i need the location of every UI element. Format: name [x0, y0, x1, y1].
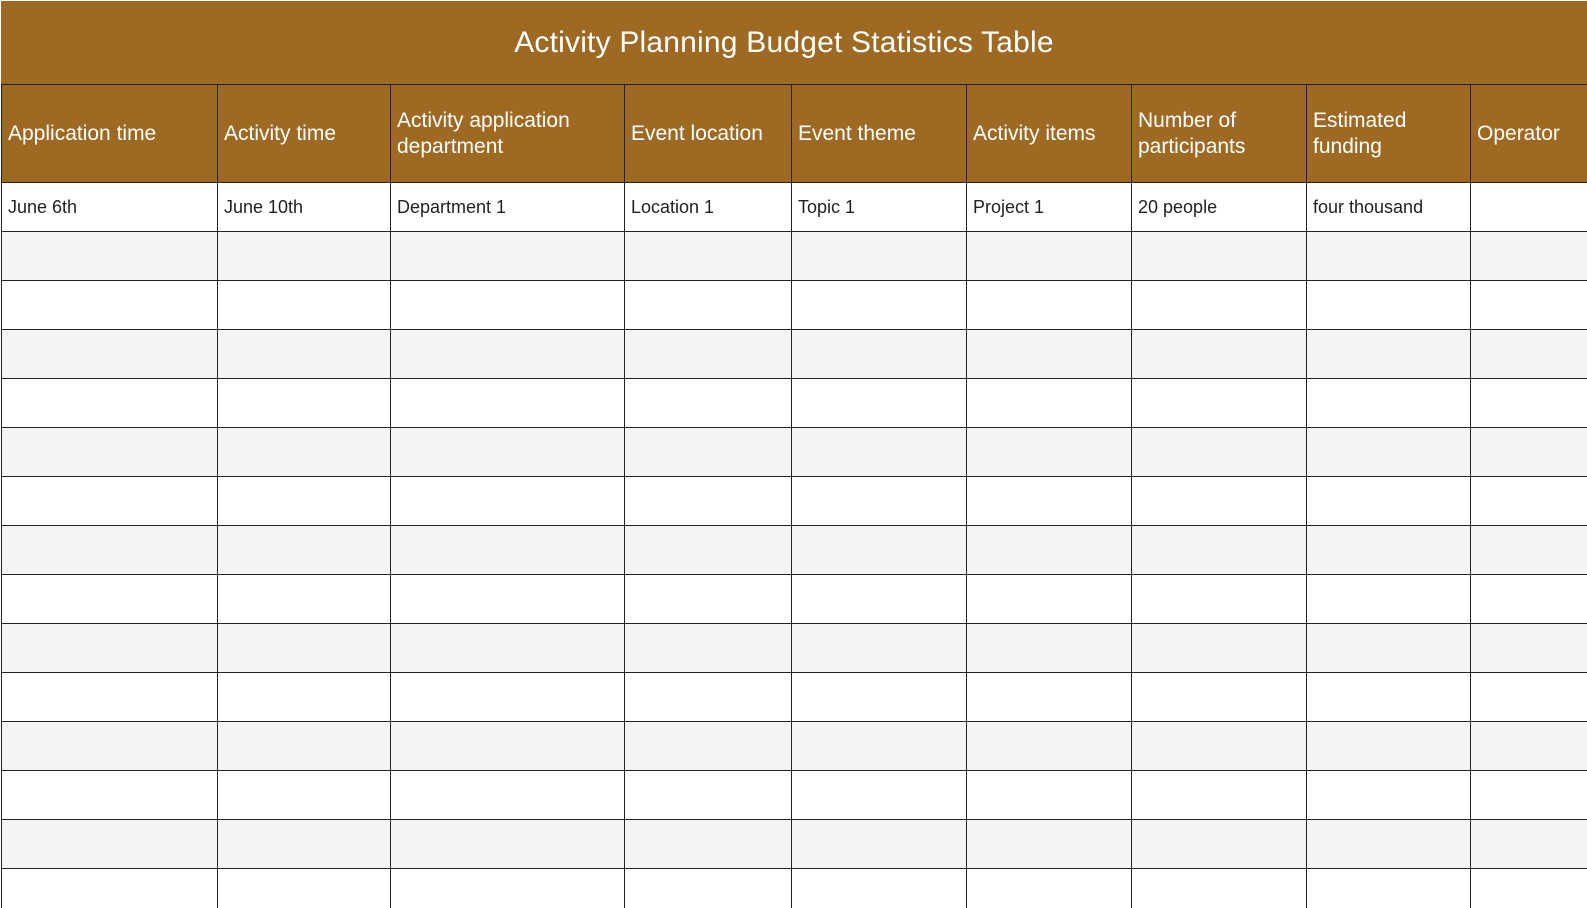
- table-cell[interactable]: [1307, 330, 1471, 379]
- table-cell[interactable]: [1132, 673, 1307, 722]
- budget-table: [1, 84, 1587, 908]
- table-cell[interactable]: [967, 673, 1132, 722]
- table-cell[interactable]: [625, 428, 792, 477]
- table-row: [2, 722, 1587, 771]
- table-cell[interactable]: [218, 281, 391, 330]
- table-cell[interactable]: [218, 428, 391, 477]
- table-cell[interactable]: Location 1: [625, 183, 792, 232]
- table-cell[interactable]: [391, 232, 625, 281]
- table-cell[interactable]: [1132, 722, 1307, 771]
- table-cell[interactable]: [391, 526, 625, 575]
- table-cell[interactable]: [1307, 379, 1471, 428]
- table-cell[interactable]: [1132, 232, 1307, 281]
- column-header: Activity time: [218, 85, 391, 183]
- table-cell[interactable]: [391, 869, 625, 908]
- table-cell[interactable]: [625, 624, 792, 673]
- table-row: [2, 232, 1587, 281]
- column-header: Activity items: [967, 85, 1132, 183]
- table-cell[interactable]: [218, 820, 391, 869]
- table-cell[interactable]: [1471, 624, 1587, 673]
- column-header: Operator: [1471, 85, 1587, 183]
- table-cell[interactable]: [218, 526, 391, 575]
- column-header: Application time: [2, 85, 218, 183]
- table-row: [2, 869, 1587, 908]
- table-row: [2, 624, 1587, 673]
- table-cell[interactable]: June 6th: [2, 183, 218, 232]
- table-cell[interactable]: [625, 771, 792, 820]
- table-cell[interactable]: [1471, 232, 1587, 281]
- table-cell[interactable]: [967, 771, 1132, 820]
- table-cell[interactable]: [1132, 330, 1307, 379]
- table-cell[interactable]: [2, 673, 218, 722]
- table-cell[interactable]: [792, 281, 967, 330]
- table-cell[interactable]: [1132, 281, 1307, 330]
- table-cell[interactable]: 20 people: [1132, 183, 1307, 232]
- table-cell[interactable]: [1132, 575, 1307, 624]
- table-cell[interactable]: [792, 624, 967, 673]
- table-row: [2, 820, 1587, 869]
- table-cell[interactable]: [391, 673, 625, 722]
- table-cell[interactable]: [792, 330, 967, 379]
- table-cell[interactable]: [1132, 771, 1307, 820]
- table-cell[interactable]: [391, 379, 625, 428]
- table-cell[interactable]: [967, 624, 1132, 673]
- table-cell[interactable]: [967, 428, 1132, 477]
- table-cell[interactable]: [625, 232, 792, 281]
- table-cell[interactable]: [625, 379, 792, 428]
- table-title: Activity Planning Budget Statistics Table: [514, 25, 1054, 59]
- table-cell[interactable]: [625, 281, 792, 330]
- table-cell[interactable]: [1307, 673, 1471, 722]
- table-cell[interactable]: [218, 869, 391, 908]
- table-cell[interactable]: [967, 820, 1132, 869]
- table-cell[interactable]: [1471, 673, 1587, 722]
- table-row: [2, 673, 1587, 722]
- table-cell[interactable]: [792, 232, 967, 281]
- table-cell[interactable]: [792, 428, 967, 477]
- column-header: Event location: [625, 85, 792, 183]
- table-cell[interactable]: [967, 722, 1132, 771]
- table-cell[interactable]: [218, 624, 391, 673]
- table-cell[interactable]: [1471, 575, 1587, 624]
- table-cell[interactable]: [2, 477, 218, 526]
- table-cell[interactable]: [967, 379, 1132, 428]
- table-cell[interactable]: [625, 869, 792, 908]
- table-cell[interactable]: [1471, 281, 1587, 330]
- table-cell[interactable]: [391, 330, 625, 379]
- table-row: [2, 183, 1587, 232]
- table-cell[interactable]: four thousand: [1307, 183, 1471, 232]
- table-cell[interactable]: [218, 771, 391, 820]
- table-cell[interactable]: [2, 869, 218, 908]
- table-cell[interactable]: [2, 722, 218, 771]
- table-cell[interactable]: [1307, 820, 1471, 869]
- table-cell[interactable]: [218, 575, 391, 624]
- table-cell[interactable]: [967, 330, 1132, 379]
- table-cell[interactable]: [2, 330, 218, 379]
- table-cell[interactable]: [967, 526, 1132, 575]
- column-header: Activity application department: [391, 85, 625, 183]
- table-cell[interactable]: [1307, 477, 1471, 526]
- table-cell[interactable]: June 10th: [218, 183, 391, 232]
- table-cell[interactable]: [2, 526, 218, 575]
- table-cell[interactable]: [1132, 869, 1307, 908]
- table-cell[interactable]: [391, 575, 625, 624]
- table-cell[interactable]: [2, 379, 218, 428]
- table-body: [2, 183, 1587, 908]
- table-cell[interactable]: [391, 477, 625, 526]
- table-cell[interactable]: [625, 722, 792, 771]
- table-cell[interactable]: [1307, 771, 1471, 820]
- table-cell[interactable]: [792, 820, 967, 869]
- table-cell[interactable]: [391, 428, 625, 477]
- table-cell[interactable]: [218, 673, 391, 722]
- table-cell[interactable]: [792, 379, 967, 428]
- table-cell[interactable]: [391, 820, 625, 869]
- table-cell[interactable]: [218, 379, 391, 428]
- table-cell[interactable]: [792, 477, 967, 526]
- table-cell[interactable]: [1471, 477, 1587, 526]
- table-cell[interactable]: [2, 771, 218, 820]
- table-title-bar: [1, 1, 1587, 84]
- table-cell[interactable]: [792, 869, 967, 908]
- table-cell[interactable]: [792, 722, 967, 771]
- table-row: [2, 428, 1587, 477]
- table-row: [2, 771, 1587, 820]
- table-cell[interactable]: [792, 771, 967, 820]
- table-cell[interactable]: [2, 428, 218, 477]
- table-cell[interactable]: [1307, 722, 1471, 771]
- table-cell[interactable]: [1132, 624, 1307, 673]
- table-cell[interactable]: Topic 1: [792, 183, 967, 232]
- table-cell[interactable]: [967, 281, 1132, 330]
- table-cell[interactable]: [1471, 428, 1587, 477]
- table-cell[interactable]: [967, 477, 1132, 526]
- table-cell[interactable]: [1307, 428, 1471, 477]
- table-cell[interactable]: [1307, 575, 1471, 624]
- table-row: [2, 575, 1587, 624]
- table-cell[interactable]: [218, 477, 391, 526]
- table-cell[interactable]: [218, 722, 391, 771]
- table-cell[interactable]: [1471, 722, 1587, 771]
- table-cell[interactable]: [1471, 820, 1587, 869]
- table-cell[interactable]: [1307, 869, 1471, 908]
- budget-table-sheet: [1, 1, 1587, 908]
- table-cell[interactable]: [1132, 428, 1307, 477]
- table-cell[interactable]: [1471, 330, 1587, 379]
- table-cell[interactable]: [625, 673, 792, 722]
- table-row: [2, 379, 1587, 428]
- table-cell[interactable]: [1132, 477, 1307, 526]
- table-cell[interactable]: [792, 575, 967, 624]
- table-header-row: [2, 85, 1587, 183]
- table-cell[interactable]: [391, 722, 625, 771]
- table-cell[interactable]: [1132, 526, 1307, 575]
- table-cell[interactable]: [967, 232, 1132, 281]
- table-row: [2, 281, 1587, 330]
- table-cell[interactable]: [967, 869, 1132, 908]
- table-cell[interactable]: [1471, 869, 1587, 908]
- table-cell[interactable]: [625, 526, 792, 575]
- table-cell[interactable]: [2, 575, 218, 624]
- table-row: [2, 526, 1587, 575]
- column-header: Event theme: [792, 85, 967, 183]
- table-cell[interactable]: [218, 232, 391, 281]
- table-cell[interactable]: [1307, 281, 1471, 330]
- table-cell[interactable]: [391, 624, 625, 673]
- table-cell[interactable]: [2, 820, 218, 869]
- table-cell[interactable]: [625, 330, 792, 379]
- table-cell[interactable]: [1132, 379, 1307, 428]
- table-cell[interactable]: [1307, 526, 1471, 575]
- table-cell[interactable]: [967, 575, 1132, 624]
- table-cell[interactable]: Project 1: [967, 183, 1132, 232]
- table-cell[interactable]: [2, 281, 218, 330]
- table-cell[interactable]: [1307, 232, 1471, 281]
- table-cell[interactable]: [625, 820, 792, 869]
- table-cell[interactable]: [391, 771, 625, 820]
- table-row: [2, 477, 1587, 526]
- table-cell[interactable]: Department 1: [391, 183, 625, 232]
- table-cell[interactable]: [391, 281, 625, 330]
- table-cell[interactable]: [625, 575, 792, 624]
- table-cell[interactable]: [1471, 526, 1587, 575]
- table-cell[interactable]: [2, 232, 218, 281]
- table-cell[interactable]: [1471, 183, 1587, 232]
- table-cell[interactable]: [1471, 771, 1587, 820]
- column-header: Estimated funding: [1307, 85, 1471, 183]
- column-header: Number of participants: [1132, 85, 1307, 183]
- table-cell[interactable]: [1132, 820, 1307, 869]
- table-row: [2, 330, 1587, 379]
- table-cell[interactable]: [625, 477, 792, 526]
- table-cell[interactable]: [218, 330, 391, 379]
- table-cell[interactable]: [2, 624, 218, 673]
- table-cell[interactable]: [1471, 379, 1587, 428]
- table-cell[interactable]: [1307, 624, 1471, 673]
- table-cell[interactable]: [792, 673, 967, 722]
- table-cell[interactable]: [792, 526, 967, 575]
